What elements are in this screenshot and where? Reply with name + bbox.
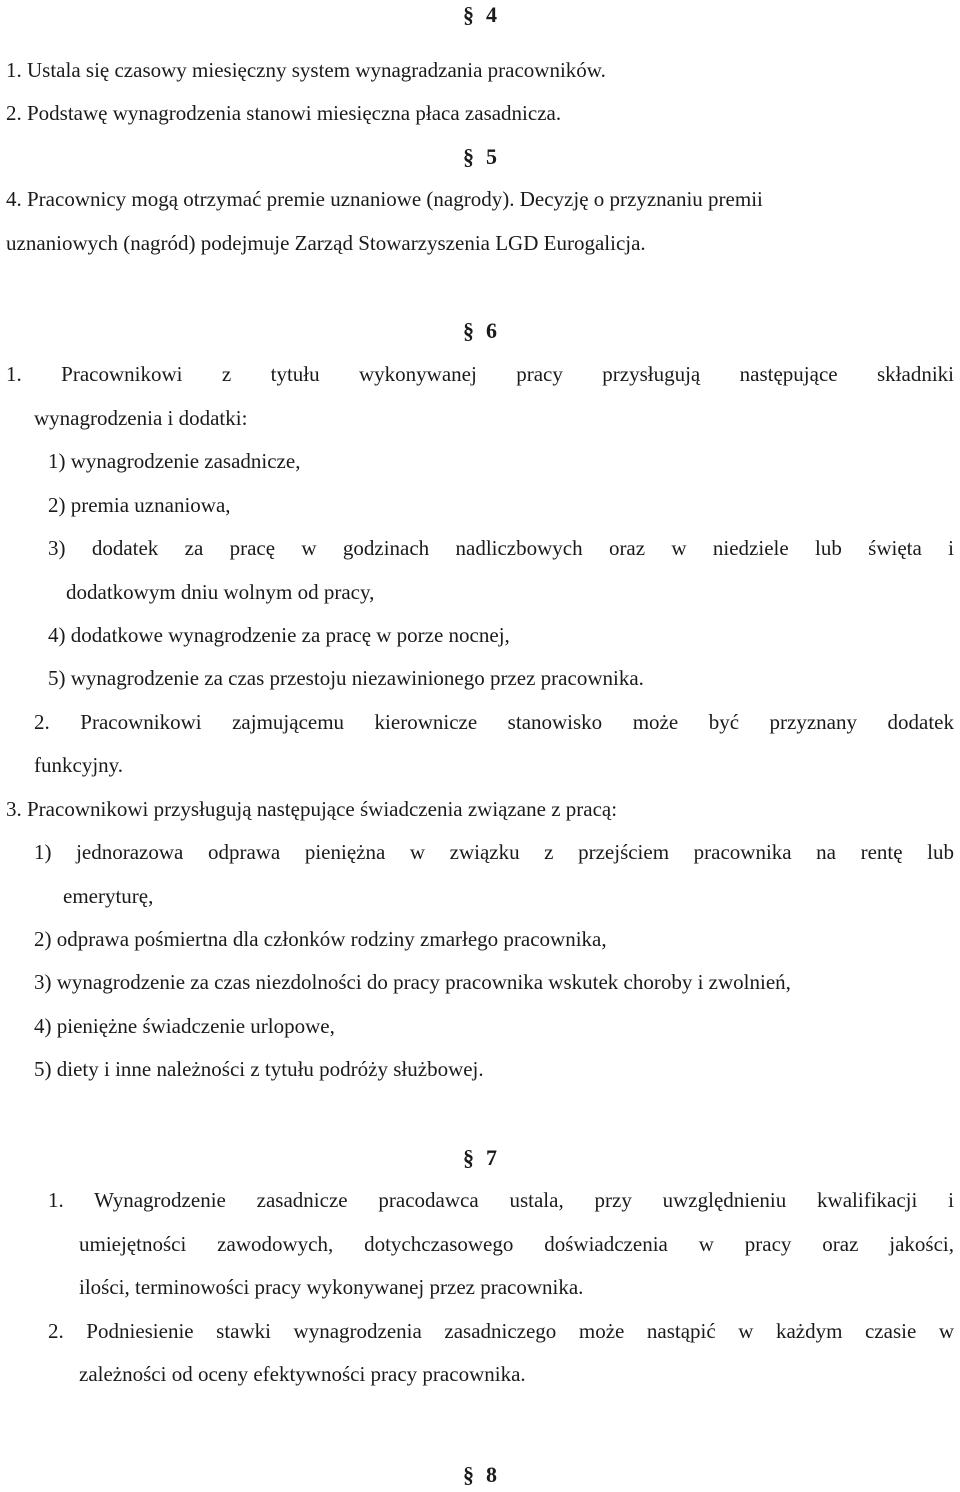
section-symbol: § <box>463 1462 474 1487</box>
section-6-list-item: 5) diety i inne należności z tytułu podróży służbowej. <box>34 1057 484 1081</box>
section-7-line-1: 1. Wynagrodzenie zasadnicze pracodawca ustala, przy uwzględnieniu kwalifikacji i <box>48 1188 954 1212</box>
section-symbol: § <box>463 144 474 169</box>
section-symbol: § <box>463 2 474 27</box>
section-6-list-item: 4) dodatkowe wynagrodzenie za pracę w porze nocnej, <box>48 623 510 647</box>
section-6-heading <box>0 318 960 344</box>
section-6-line: 2. Pracownikowi zajmującemu kierownicze stanowisko może być przyznany dodatek <box>34 710 954 734</box>
section-6-line: funkcyjny. <box>34 753 124 777</box>
section-6-list-item: 2) odprawa pośmiertna dla członków rodziny zmarłego pracownika, <box>34 927 607 951</box>
section-symbol: § <box>463 318 474 343</box>
section-6-list-item: 5) wynagrodzenie za czas przestoju niezawinionego przez pracownika. <box>48 666 644 690</box>
section-7-line-5: zależności od oceny efektywności pracy pracownika. <box>79 1362 526 1386</box>
section-6-list-item: 4) pieniężne świadczenie urlopowe, <box>34 1014 335 1038</box>
section-5-line-2: uznaniowych (nagród) podejmuje Zarząd Stowarzyszenia LGD Eurogalicja. <box>6 231 646 255</box>
section-7-heading <box>0 1145 960 1171</box>
section-4-line-1: 1. Ustala się czasowy miesięczny system wynagradzania pracowników. <box>6 58 606 82</box>
section-number: 6 <box>486 318 497 343</box>
section-8-heading <box>0 1462 960 1488</box>
section-6-list-item: 1) jednorazowa odprawa pieniężna w związku z przejściem pracownika na rentę lub <box>34 840 954 864</box>
section-6-list-item: 1) wynagrodzenie zasadnicze, <box>48 449 301 473</box>
section-number: 4 <box>486 2 497 27</box>
section-5-heading <box>0 144 960 170</box>
section-6-list-item: 3) wynagrodzenie za czas niezdolności do pracy pracownika wskutek choroby i zwolnień, <box>34 970 791 994</box>
section-number: 8 <box>486 1462 497 1487</box>
section-4-line-2: 2. Podstawę wynagrodzenia stanowi miesięczna płaca zasadnicza. <box>6 101 562 125</box>
section-4-heading <box>0 2 960 28</box>
section-6-line: 3. Pracownikowi przysługują następujące świadczenia związane z pracą: <box>6 797 618 821</box>
section-6-line-2: wynagrodzenia i dodatki: <box>34 406 248 430</box>
section-6-list-item-cont: emeryturę, <box>63 884 154 908</box>
section-7-line-4: 2. Podniesienie stawki wynagrodzenia zasadniczego może nastąpić w każdym czasie w <box>48 1319 954 1343</box>
section-6-list-item-cont: dodatkowym dniu wolnym od pracy, <box>66 580 375 604</box>
section-number: 7 <box>486 1145 497 1170</box>
section-symbol: § <box>463 1145 474 1170</box>
section-7-line-2: umiejętności zawodowych, dotychczasowego doświadczenia w pracy oraz jakości, <box>79 1232 954 1256</box>
section-6-list-item: 3) dodatek za pracę w godzinach nadliczbowych oraz w niedziele lub święta i <box>48 536 954 560</box>
section-5-line-1: 4. Pracownicy mogą otrzymać premie uznaniowe (nagrody). Decyzję o przyznaniu premii <box>6 187 763 211</box>
section-number: 5 <box>486 144 497 169</box>
section-7-line-3: ilości, terminowości pracy wykonywanej przez pracownika. <box>79 1275 584 1299</box>
section-6-list-item: 2) premia uznaniowa, <box>48 493 231 517</box>
section-6-line-1: 1. Pracownikowi z tytułu wykonywanej pracy przysługują następujące składniki <box>6 362 954 386</box>
